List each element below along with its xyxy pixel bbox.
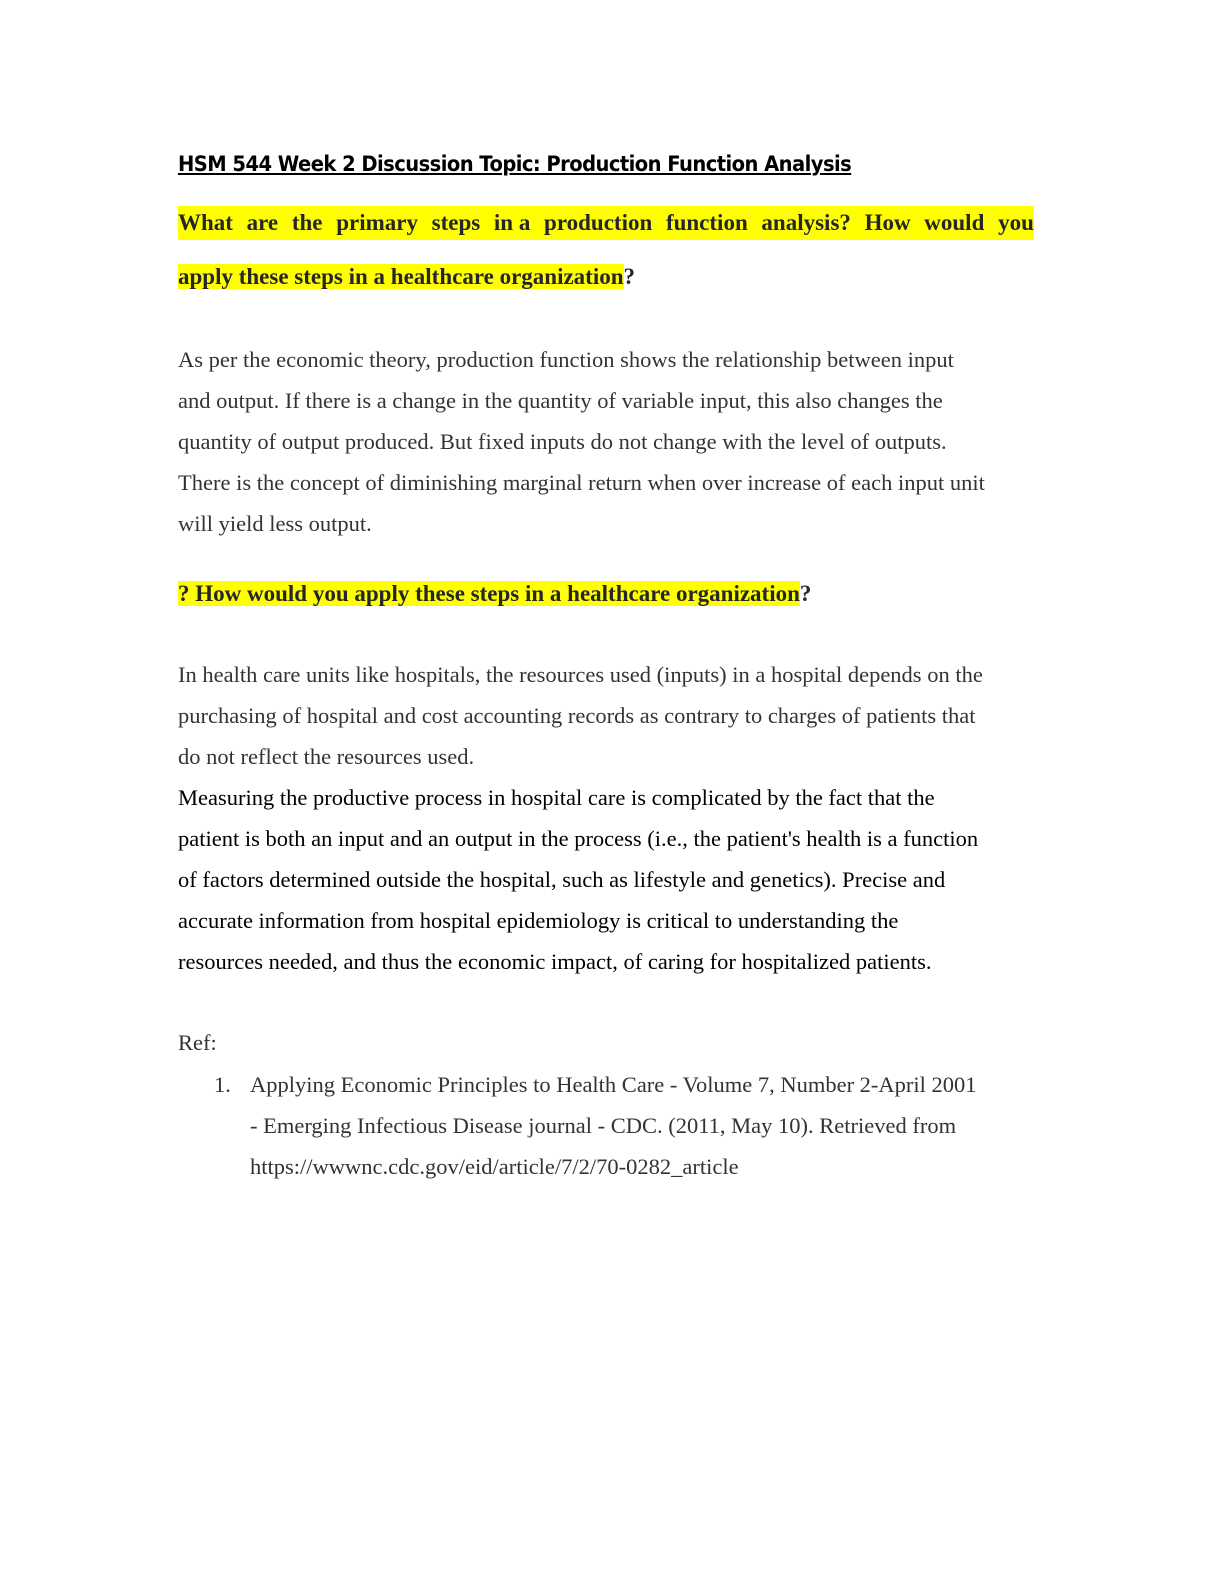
- question-mark: ?: [623, 264, 636, 289]
- paragraph-line: Measuring the productive process in hospital care is complicated by the fact that the: [178, 785, 935, 810]
- word: are: [246, 210, 279, 235]
- word: steps: [431, 210, 481, 235]
- question-1-line-1: [178, 206, 1034, 240]
- paragraph-line: In health care units like hospitals, the resources used (inputs) in a hospital depends on the: [178, 662, 983, 687]
- question-mark: ?: [799, 581, 812, 606]
- question-1-line-2: [178, 260, 635, 294]
- word: How: [864, 210, 911, 235]
- paragraph-line: and output. If there is a change in the quantity of variable input, this also changes the: [178, 388, 943, 413]
- document-title: HSM 544 Week 2 Discussion Topic: Production Function Analysis: [178, 152, 852, 176]
- paragraph-line: quantity of output produced. But fixed inputs do not change with the level of outputs.: [178, 429, 947, 454]
- paragraph-line: resources needed, and thus the economic impact, of caring for hospitalized patients.: [178, 949, 932, 974]
- paragraph-line: As per the economic theory, production function shows the relationship between input: [178, 347, 954, 372]
- question-2: [178, 577, 811, 611]
- paragraph-line: do not reflect the resources used.: [178, 744, 475, 769]
- word: in a: [493, 210, 531, 235]
- reference-text: [250, 1064, 977, 1187]
- reference-line: Applying Economic Principles to Health Care - Volume 7, Number 2-April 2001: [250, 1072, 977, 1097]
- highlight: [178, 206, 1034, 240]
- references-label: Ref:: [178, 1030, 217, 1055]
- reference-number: 1.: [214, 1072, 231, 1097]
- paragraph-production-theory: [178, 339, 1038, 544]
- paragraph-line: There is the concept of diminishing marginal return when over increase of each input unit: [178, 470, 985, 495]
- paragraph-measuring-process: [178, 777, 1038, 982]
- paragraph-line: will yield less output.: [178, 511, 372, 536]
- word: What: [178, 210, 233, 235]
- word: function: [665, 210, 748, 235]
- word: the: [291, 210, 323, 235]
- paragraph-line: accurate information from hospital epidemiology is critical to understanding the: [178, 908, 899, 933]
- word: you: [998, 210, 1034, 235]
- word: primary: [336, 210, 418, 235]
- word: analysis?: [761, 210, 851, 235]
- word: would: [924, 210, 985, 235]
- word: production: [544, 210, 653, 235]
- paragraph-healthcare-units: [178, 654, 1038, 777]
- reference-line: - Emerging Infectious Disease journal - CDC. (2011, May 10). Retrieved from: [250, 1113, 957, 1138]
- paragraph-line: patient is both an input and an output in the process (i.e., the patient's health is a function: [178, 826, 979, 851]
- paragraph-line: of factors determined outside the hospital, such as lifestyle and genetics). Precise and: [178, 867, 946, 892]
- highlighted-text: ? How would you apply these steps in a healthcare organization: [178, 581, 800, 606]
- paragraph-line: purchasing of hospital and cost accounting records as contrary to charges of patients that: [178, 703, 976, 728]
- highlighted-text: apply these steps in a healthcare organization: [178, 264, 624, 289]
- question-1: [178, 206, 1034, 289]
- reference-url: https://wwwnc.cdc.gov/eid/article/7/2/70-0282_article: [250, 1154, 739, 1179]
